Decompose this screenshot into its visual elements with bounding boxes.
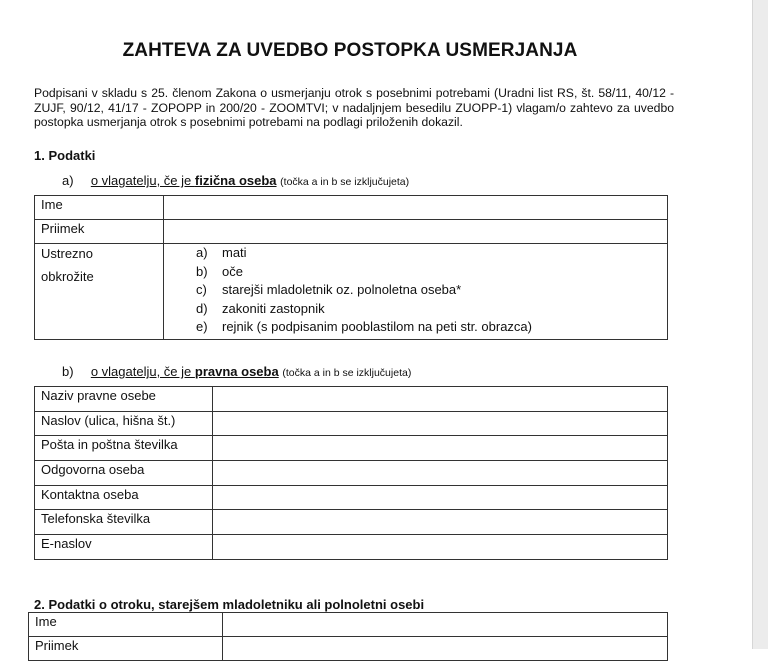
section-1-heading: 1. Podatki [34, 148, 96, 163]
field-label: Ime [29, 613, 223, 637]
natural-person-table [34, 195, 668, 340]
viewer-background [752, 0, 768, 649]
phone-field[interactable] [213, 510, 668, 535]
table-row [35, 436, 668, 461]
subsection-a-note: (točka a in b se izključujeta) [280, 176, 410, 188]
table-row [35, 411, 668, 436]
field-label: Kontaktna oseba [35, 485, 213, 510]
field-label: Naslov (ulica, hišna št.) [35, 411, 213, 436]
intro-paragraph: Podpisani v skladu s 25. členom Zakona o usmerjanju otrok s posebnimi potrebami (Uradni list RS, št. 58/11, 40/12 - ZUJF, 90/12, 41/17 - ZOPOPP in 200/20 - ZOOMTVI; v nadaljnjem besedilu ZUOPP-1) vlagam/o zahtevo za uvedbo postopka usmerjanja otrok s posebnimi potrebami na podlagi priloženih dokazil. [34, 86, 674, 129]
table-row [35, 485, 668, 510]
subsection-b-lead: o vlagatelju, če je [90, 364, 195, 379]
legal-person-table [34, 386, 668, 560]
address-field[interactable] [213, 411, 668, 436]
first-name-field[interactable] [164, 196, 668, 220]
field-label: Pošta in poštna številka [35, 436, 213, 461]
field-label: Priimek [29, 637, 223, 661]
email-field[interactable] [213, 535, 668, 560]
table-row [35, 244, 668, 340]
option-foster-parent[interactable]: e) rejnik (s podpisanim pooblastilom na peti str. obrazca) [196, 319, 532, 334]
subsection-b-note: (točka a in b se izključujeta) [282, 367, 412, 379]
field-label: Ime [35, 196, 164, 220]
field-label: Naziv pravne osebe [35, 387, 213, 412]
choice-label [35, 244, 164, 340]
table-row [35, 387, 668, 412]
field-label: E-naslov [35, 535, 213, 560]
subsection-a-lead: o vlagatelju, če je [90, 173, 195, 188]
responsible-person-field[interactable] [213, 461, 668, 486]
child-data-table [28, 612, 668, 661]
option-father[interactable]: b) oče [196, 263, 243, 279]
contact-person-field[interactable] [213, 485, 668, 510]
last-name-field[interactable] [164, 220, 668, 244]
option-older-minor[interactable]: c) starejši mladoletnik oz. polnoletna oseba* [196, 282, 462, 297]
child-first-name-field[interactable] [223, 613, 668, 637]
choice-label-line-2: obkrožite [41, 269, 94, 284]
table-row [35, 220, 668, 244]
field-label: Odgovorna oseba [35, 461, 213, 486]
subsection-b-marker: b) [62, 364, 74, 379]
option-legal-guardian[interactable]: d) zakoniti zastopnik [196, 300, 325, 316]
table-row [35, 461, 668, 486]
subsection-a-heading [62, 173, 409, 188]
subsection-a-marker: a) [62, 173, 74, 188]
subsection-b-emphasis: pravna oseba [194, 364, 279, 379]
subsection-b-heading [62, 364, 411, 379]
section-2-heading: 2. Podatki o otroku, starejšem mladoletniku ali polnoletni osebi [34, 597, 425, 612]
table-row [35, 535, 668, 560]
choice-label-line-1: Ustrezno [41, 246, 94, 261]
table-row [29, 613, 668, 637]
field-label: Telefonska številka [35, 510, 213, 535]
table-row [35, 510, 668, 535]
entity-name-field[interactable] [213, 387, 668, 412]
option-mother[interactable]: a) mati [196, 245, 247, 260]
postal-field[interactable] [213, 436, 668, 461]
applicant-role-options [164, 244, 668, 340]
subsection-a-emphasis: fizična oseba [194, 173, 277, 188]
table-row [35, 196, 668, 220]
document-title: ZAHTEVA ZA UVEDBO POSTOPKA USMERJANJA [122, 40, 578, 61]
field-label: Priimek [35, 220, 164, 244]
